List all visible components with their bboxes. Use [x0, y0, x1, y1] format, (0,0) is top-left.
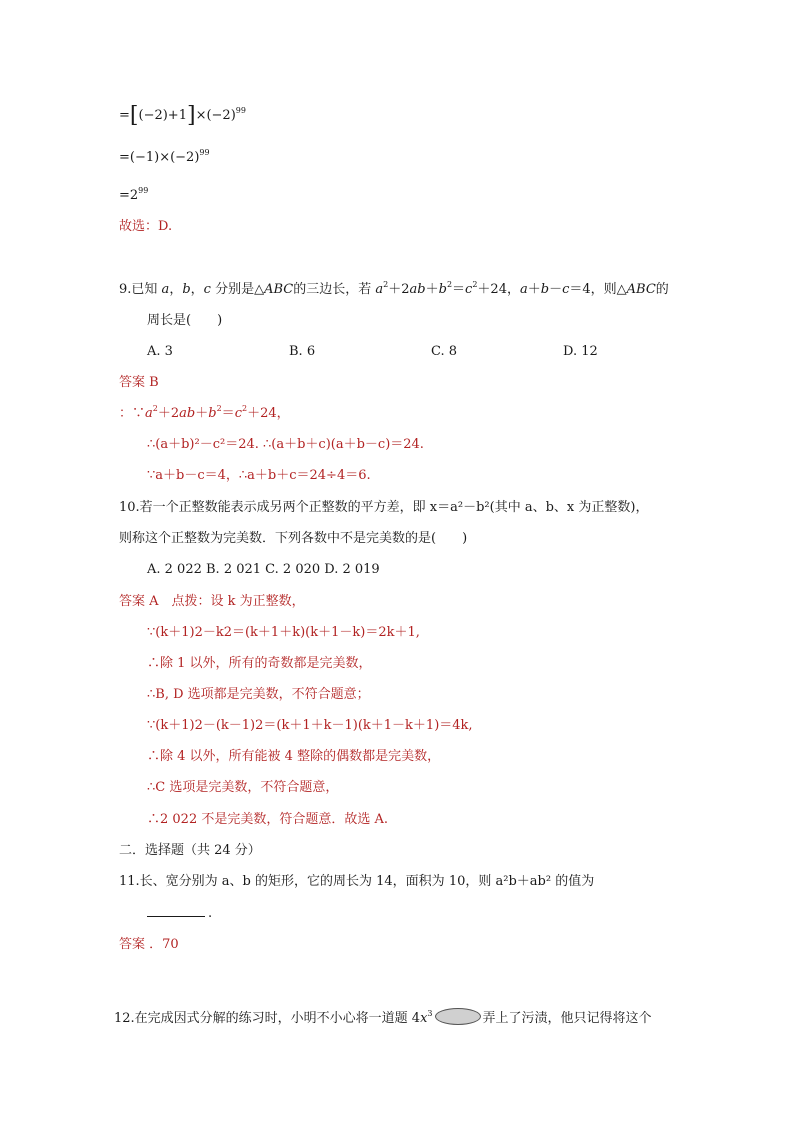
q9-option-c: C. 8 — [431, 344, 458, 359]
q10-answer: 答案 A 点拨：设 k 为正整数， — [119, 594, 305, 609]
q10-solution-7: ∴2 022 不是完美数，符合题意．故选 A. — [147, 812, 389, 827]
section-heading: 二．选择题（共 24 分） — [119, 843, 261, 858]
q9-option-b: B. 6 — [289, 344, 316, 359]
q10-solution-4: ∵(k＋1)2－(k－1)2＝(k＋1＋k－1)(k＋1－k＋1)＝4k, — [147, 718, 473, 733]
q11-stem-line-1: 11.长、宽分别为 a、b 的矩形，它的周长为 14，面积为 10，则 a²b＋ab² 的值为 — [119, 874, 595, 889]
q10-stem-line-1: 10.若一个正整数能表示成另两个正整数的平方差，即 x＝a²－b²(其中 a、b、x 为正整数)， — [119, 500, 649, 515]
answer-blank — [147, 904, 205, 917]
q11-answer: 答案 ．70 — [119, 937, 179, 952]
step-line-2: $=(-1)\times(-2)^{99}$ — [119, 148, 210, 165]
q9-stem-line-1: 9.已知 a，b，c 分别是△ABC的三边长，若 $a^2+2ab+b^2=c^2+24$，a＋b－c＝4，则△ABC的 — [119, 280, 669, 297]
q10-solution-1: ∵(k＋1)2－k2＝(k＋1＋k)(k＋1－k)＝2k＋1, — [147, 625, 420, 640]
q9-solution-1: ：$\because a^2+2ab+b^2=c^2+24$， — [119, 404, 290, 421]
step-line-1: $=[(-2)+1]\times(-2)^{99}$ — [119, 103, 246, 128]
q11-stem-line-2: . — [147, 904, 212, 923]
q10-solution-3: ∴B, D 选项都是完美数，不符合题意； — [147, 687, 370, 702]
q10-stem-line-2: 则称这个正整数为完美数．下列各数中不是完美数的是( ) — [119, 531, 468, 546]
q12-stem-line-1: 12.在完成因式分解的练习时，小明不小心将一道题 $4x^3$ 弄上了污渍，他只记得将这个 — [114, 1009, 652, 1026]
q10-solution-5: ∴除 4 以外，所有能被 4 整除的偶数都是完美数， — [147, 749, 441, 764]
q9-answer: 答案 B — [119, 375, 159, 390]
q9-stem-line-2: 周长是( ) — [147, 313, 223, 328]
q9-solution-3: ∵a＋b－c＝4，∴a＋b＋c＝24÷4＝6. — [147, 468, 371, 483]
ink-smudge-icon — [435, 1008, 481, 1025]
step-conclusion: 故选：D. — [119, 219, 173, 234]
q9-option-a: A. 3 — [147, 344, 173, 359]
q10-solution-2: ∴除 1 以外，所有的奇数都是完美数， — [147, 656, 372, 671]
q10-options: A. 2 022 B. 2 021 C. 2 020 D. 2 019 — [147, 562, 380, 577]
step-line-3: $=2^{99}$ — [119, 186, 149, 203]
q10-solution-6: ∴C 选项是完美数，不符合题意， — [147, 780, 339, 795]
q9-option-d: D. 12 — [563, 344, 598, 359]
q9-solution-2: ∴(a＋b)²－c²＝24. ∴(a＋b＋c)(a＋b－c)＝24. — [147, 437, 424, 452]
